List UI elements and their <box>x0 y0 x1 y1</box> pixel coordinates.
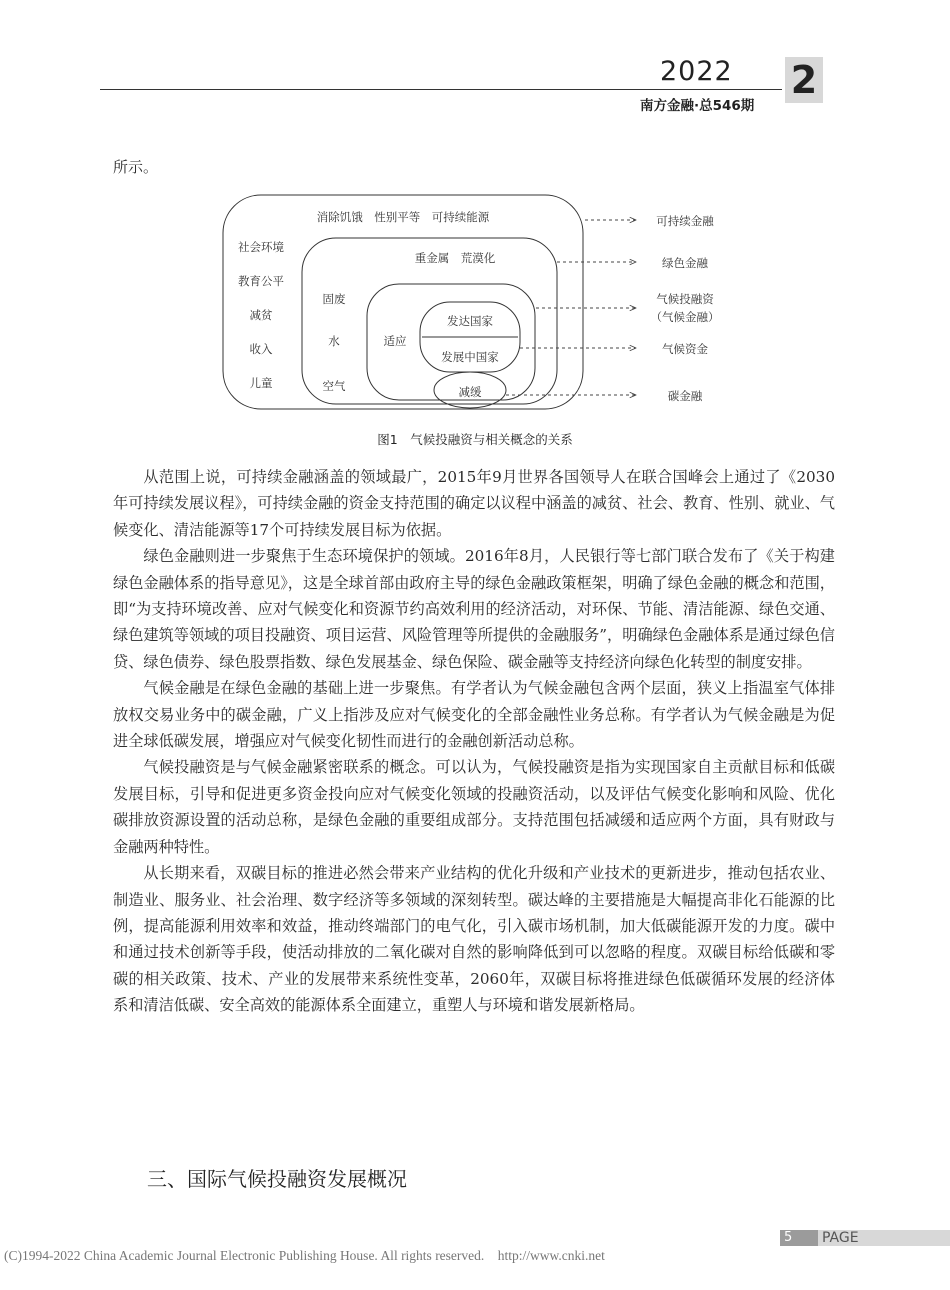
section-heading: 三、国际气候投融资发展概况 <box>147 1167 407 1191</box>
page-label: PAGE <box>818 1230 950 1246</box>
label-social-4: 儿童 <box>249 376 273 390</box>
sustainable-finance-box <box>223 195 583 409</box>
label-adapt: 适应 <box>383 334 407 348</box>
output-green-finance: 绿色金融 <box>662 256 708 270</box>
output-climate-finance-paren: （气候金融） <box>650 310 720 324</box>
copyright-notice: (C)1994-2022 China Academic Journal Electronic Publishing House. All rights reserved. http://www.cnki.net <box>4 1248 605 1263</box>
paragraph: 气候金融是在绿色金融的基础上进一步聚焦。有学者认为气候金融包含两个层面，狭义上指温室气体排放权交易业务中的碳金融，广义上指涉及应对气候变化的全部金融性业务总称。有学者认为气候金融是为促进全球低碳发展，增强应对气候变化韧性而进行的金融创新活动总称。 <box>113 679 835 751</box>
output-carbon-finance: 碳金融 <box>667 389 703 403</box>
output-climate-investment: 气候投融资 <box>656 292 714 306</box>
label-developing: 发展中国家 <box>441 350 499 364</box>
figure-caption: 图1 气候投融资与相关概念的关系 <box>377 432 573 447</box>
label-env-1: 水 <box>328 334 340 348</box>
paragraph: 从范围上说，可持续金融涵盖的领域最广，2015年9月世界各国领导人在联合国峰会上通过了《2030年可持续发展议程》，可持续金融的资金支持范围的确定以议程中涵盖的减贫、社会、教育、性别、就业、气候变化、清洁能源等17个可持续发展目标为依据。 <box>113 468 835 539</box>
output-sustainable-finance: 可持续金融 <box>656 214 714 228</box>
label-heavy-metals: 重金属 荒漠化 <box>414 251 496 265</box>
body-text <box>113 464 835 1019</box>
label-env-0: 固废 <box>322 292 346 306</box>
page-number: 5 <box>780 1230 818 1246</box>
lead-text: 所示。 <box>113 158 159 176</box>
label-top-row: 消除饥饿 性别平等 可持续能源 <box>316 210 490 224</box>
paragraph: 气候投融资是与气候金融紧密联系的概念。可以认为，气候投融资是指为实现国家自主贡献目标和低碳发展目标，引导和促进更多资金投向应对气候变化领域的投融资活动，以及评估气候变化影响和风险、优化碳排放资源设置的活动总称，是绿色金融的重要组成部分。支持范围包括减缓和适应两个方面，具有财政与金融两种特性。 <box>113 758 835 856</box>
label-env-2: 空气 <box>322 379 346 393</box>
header-journal: 南方金融·总546期 <box>640 98 755 114</box>
output-climate-fund: 气候资金 <box>662 342 708 356</box>
label-social-3: 收入 <box>249 342 273 356</box>
label-mitigate: 减缓 <box>458 385 482 399</box>
concept-diagram <box>0 0 950 430</box>
header-issue-number: 2 <box>785 57 823 103</box>
header-year: 2022 <box>660 56 733 87</box>
paragraph: 绿色金融则进一步聚焦于生态环境保护的领域。2016年8月，人民银行等七部门联合发布了《关于构建绿色金融体系的指导意见》，这是全球首部由政府主导的绿色金融政策框架，明确了绿色金融的概念和范围，即“为支持环境改善、应对气候变化和资源节约高效利用的经济活动，对环保、节能、清洁能源、绿色交通、绿色建筑等领域的项目投融资、项目运营、风险管理等所提供的金融服务”，明确绿色金融体系是通过绿色信贷、绿色债券、绿色股票指数、绿色发展基金、绿色保险、碳金融等支持经济向绿色化转型的制度安排。 <box>113 547 835 671</box>
label-social-0: 社会环境 <box>238 240 284 254</box>
label-social-2: 减贫 <box>249 308 273 322</box>
label-social-1: 教育公平 <box>238 274 284 288</box>
label-developed: 发达国家 <box>447 314 493 328</box>
paragraph: 从长期来看，双碳目标的推进必然会带来产业结构的优化升级和产业技术的更新进步，推动包括农业、制造业、服务业、社会治理、数字经济等多领域的深刻转型。碳达峰的主要措施是大幅提高非化石能源的比例，提高能源利用效率和效益，推动终端部门的电气化，引入碳市场机制，加大低碳能源开发的力度。碳中和通过技术创新等手段，使活动排放的二氧化碳对自然的影响降低到可以忽略的程度。双碳目标给低碳和零碳的相关政策、技术、产业的发展带来系统性变革，2060年，双碳目标将推进绿色低碳循环发展的经济体系和清洁低碳、安全高效的能源体系全面建立，重塑人与环境和谐发展新格局。 <box>113 864 835 1015</box>
